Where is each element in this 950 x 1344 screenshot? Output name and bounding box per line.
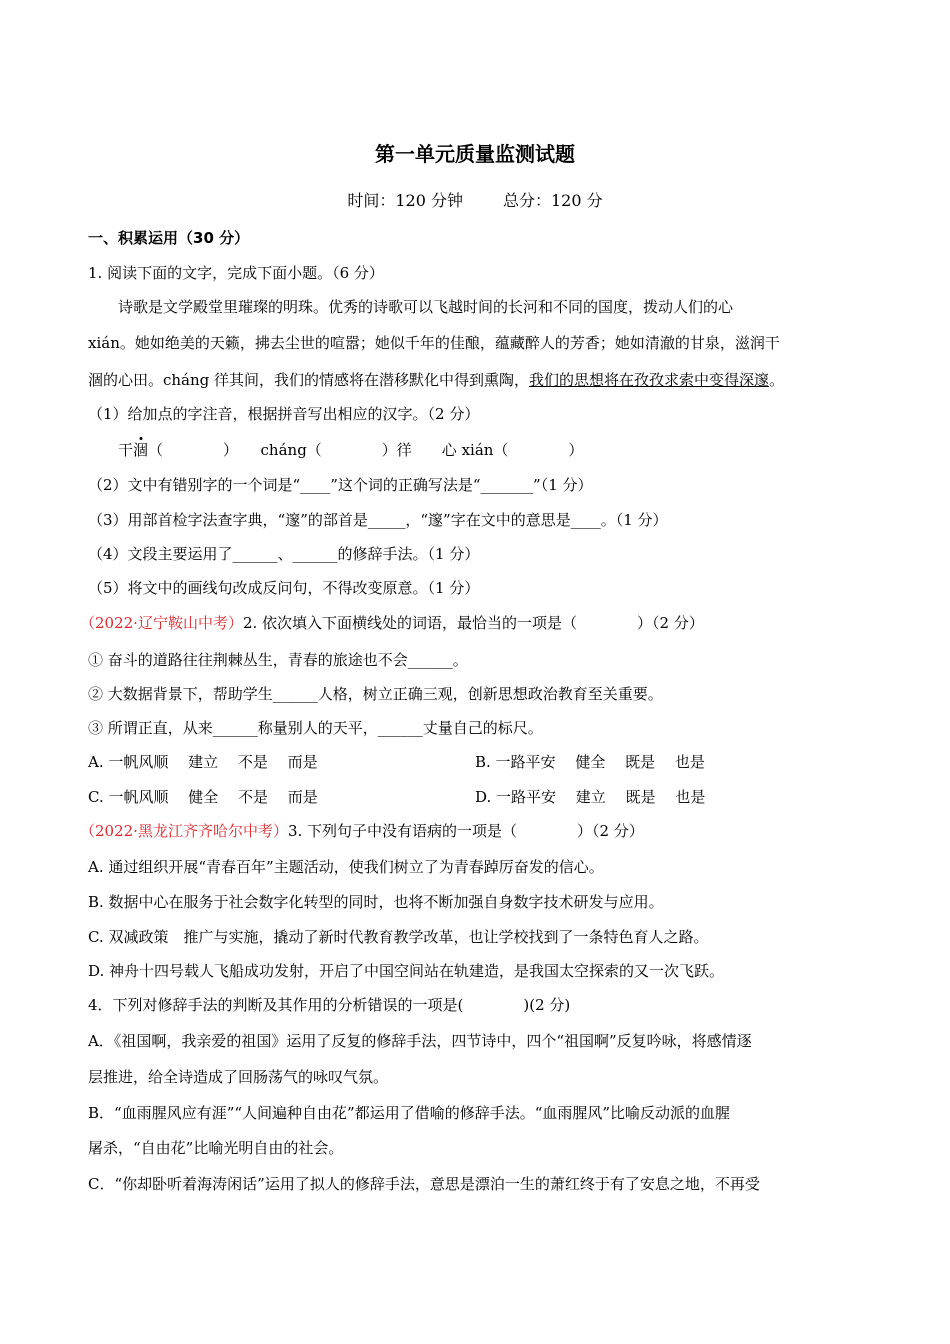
q1-sub2: （2）文中有错别字的一个词是“____”这个词的正确写法是“_______”（1 分） bbox=[88, 476, 593, 494]
q4-stem: 4．下列对修辞手法的判断及其作用的分析错误的一项是( )(2 分) bbox=[88, 996, 571, 1014]
question-source: （2022·辽宁鞍山中考） bbox=[80, 614, 243, 632]
exam-time: 时间：120 分钟 bbox=[347, 191, 463, 210]
item-text: 干 bbox=[118, 441, 134, 459]
q1-passage-line: xián。她如绝美的天籁，拂去尘世的喧嚣；她似千年的佳酿，蕴藏醉人的芳香；她如清澈的甘泉，滋润干 bbox=[88, 334, 780, 352]
passage-text: 。 bbox=[769, 371, 785, 389]
q2-option-a: A. 一帆风顺 建立 不是 而是 bbox=[88, 753, 318, 771]
q2-stem-line bbox=[80, 613, 704, 633]
q3-option-a: A. 通过组织开展“青春百年”主题活动，使我们树立了为青春踔厉奋发的信心。 bbox=[88, 858, 604, 876]
q4-option-c: C．“你却卧听着海涛闲话”运用了拟人的修辞手法，意思是漂泊一生的萧红终于有了安息之地，不再受 bbox=[88, 1175, 760, 1193]
q2-sentence: ③ 所谓正直，从来______称量别人的天平，______丈量自己的标尺。 bbox=[88, 719, 543, 737]
q3-stem: 3. 下列句子中没有语病的一项是（ ）（2 分） bbox=[287, 822, 644, 840]
q2-option-b: B. 一路平安 健全 既是 也是 bbox=[475, 753, 705, 771]
q3-stem-line bbox=[80, 821, 644, 841]
q4-option-a: A．《祖国啊，我亲爱的祖国》运用了反复的修辞手法，四节诗中，四个“祖国啊”反复吟咏，将感情逐 bbox=[88, 1032, 752, 1050]
q4-option-b: B．“血雨腥风应有涯”“人间遍种自由花”都运用了借喻的修辞手法。“血雨腥风”比喻反动派的血腥 bbox=[88, 1104, 731, 1122]
page-title: 第一单元质量监测试题 bbox=[375, 142, 575, 166]
q1-sub4: （4）文段主要运用了______、______的修辞手法。（1 分） bbox=[88, 545, 480, 563]
section-heading: 一、积累运用（30 分） bbox=[88, 229, 250, 247]
q1-sub1: （1）给加点的字注音，根据拼音写出相应的汉字。（2 分） bbox=[88, 405, 480, 423]
q3-option-b: B. 数据中心在服务于社会数字化转型的同时，也将不断加强自身数字技术研发与应用。 bbox=[88, 893, 664, 911]
q2-sentence: ② 大数据背景下，帮助学生______人格，树立正确三观，创新思想政治教育至关重要。 bbox=[88, 685, 663, 703]
q4-option-b-cont: 屠杀，“自由花”比喻光明自由的社会。 bbox=[88, 1139, 344, 1157]
passage-text: 涸的心田。cháng 徉其间，我们的情感将在潜移默化中得到熏陶， bbox=[88, 371, 530, 389]
q3-option-d: D. 神舟十四号载人飞船成功发射，开启了中国空间站在轨建造，是我国太空探索的又一次飞跃。 bbox=[88, 962, 725, 980]
q2-option-c: C. 一帆风顺 健全 不是 而是 bbox=[88, 788, 318, 806]
q1-sub1-items bbox=[118, 440, 583, 460]
q4-option-a-cont: 层推进，给全诗造成了回肠荡气的咏叹气氛。 bbox=[88, 1068, 389, 1086]
underlined-sentence: 我们的思想将在孜孜求索中变得深邃 bbox=[529, 371, 770, 389]
exam-total-score: 总分：120 分 bbox=[503, 191, 603, 210]
q1-passage-line: 诗歌是文学殿堂里璀璨的明珠。优秀的诗歌可以飞越时间的长河和不同的国度，拨动人们的心 bbox=[118, 298, 734, 316]
item-blanks: （ ） cháng（ ）徉 心 xián（ ） bbox=[148, 441, 584, 459]
q1-sub5: （5）将文中的画线句改成反问句，不得改变原意。（1 分） bbox=[88, 579, 480, 597]
q1-stem: 1. 阅读下面的文字，完成下面小题。（6 分） bbox=[88, 264, 384, 282]
question-source: （2022·黑龙江齐齐哈尔中考） bbox=[80, 822, 288, 840]
q2-sentence: ① 奋斗的道路往往荆棘丛生，青春的旅途也不会______。 bbox=[88, 651, 468, 669]
dotted-character: 涸 bbox=[133, 441, 149, 459]
q2-stem: 2. 依次填入下面横线处的词语，最恰当的一项是（ ）（2 分） bbox=[242, 614, 704, 632]
q3-option-c: C. 双减政策 推广与实施，撬动了新时代教育教学改革，也让学校找到了一条特色育人之路。 bbox=[88, 928, 709, 946]
exam-info bbox=[0, 188, 950, 211]
q1-sub3: （3）用部首检字法查字典，“邃”的部首是_____，“邃”字在文中的意思是____。（1 分） bbox=[88, 511, 668, 529]
q1-passage-line bbox=[88, 370, 784, 390]
q2-option-d: D. 一路平安 建立 既是 也是 bbox=[475, 788, 706, 806]
